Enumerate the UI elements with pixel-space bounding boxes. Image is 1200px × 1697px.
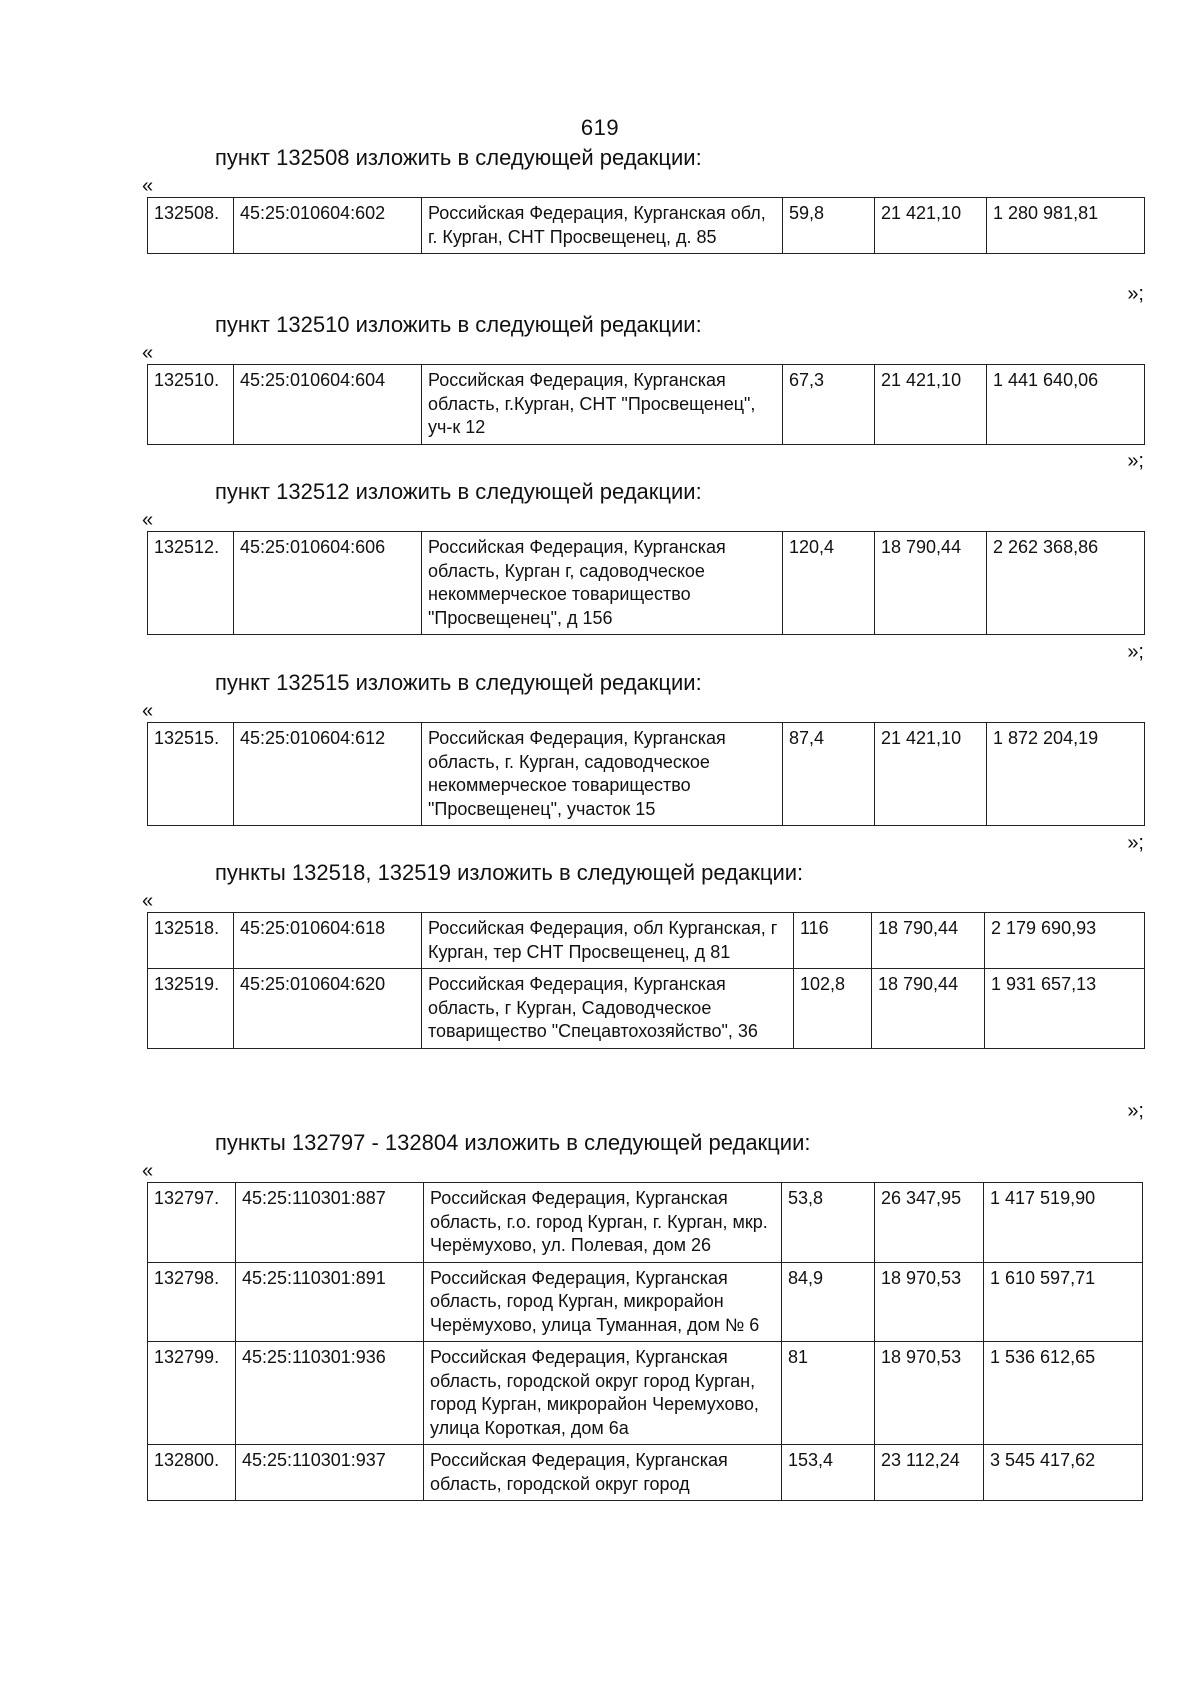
item-number: 132800. [148, 1445, 236, 1501]
cadastral-number: 45:25:010604:604 [234, 365, 422, 445]
cadastral-value: 1 417 519,90 [984, 1183, 1143, 1263]
open-quote: « [142, 890, 154, 912]
item-number: 132518. [148, 913, 234, 969]
area: 53,8 [782, 1183, 875, 1263]
address: Российская Федерация, Курганская область, г.Курган, СНТ "Просвещенец", уч-к 12 [422, 365, 783, 445]
cadastral-number: 45:25:010604:612 [234, 723, 422, 826]
close-quote: »; [1127, 450, 1144, 472]
page-number: 619 [580, 115, 620, 140]
open-quote: « [142, 700, 154, 722]
close-quote: »; [1127, 641, 1144, 663]
area: 67,3 [783, 365, 875, 445]
item-number: 132799. [148, 1342, 236, 1445]
section-heading: пункты 132797 - 132804 изложить в следующей редакции: [215, 1130, 811, 1155]
unit-price: 21 421,10 [875, 723, 987, 826]
property-table [147, 722, 1145, 826]
close-quote: »; [1127, 283, 1144, 305]
cadastral-value: 2 262 368,86 [987, 532, 1145, 635]
cadastral-number: 45:25:110301:887 [236, 1183, 424, 1263]
unit-price: 18 790,44 [872, 969, 985, 1049]
address: Российская Федерация, Курганская область, Курган г, садоводческое некоммерческое товарищество "Просвещенец", д 156 [422, 532, 783, 635]
open-quote: « [142, 342, 154, 364]
cadastral-value: 1 441 640,06 [987, 365, 1145, 445]
address: Российская Федерация, Курганская область, городской округ город [424, 1445, 782, 1501]
table-row [148, 198, 1145, 254]
section-heading: пункт 132512 изложить в следующей редакции: [215, 479, 702, 504]
unit-price: 21 421,10 [875, 365, 987, 445]
area: 102,8 [794, 969, 872, 1049]
table-row [148, 1262, 1143, 1342]
cadastral-value: 2 179 690,93 [985, 913, 1145, 969]
table-row [148, 723, 1145, 826]
cadastral-value: 1 536 612,65 [984, 1342, 1143, 1445]
address: Российская Федерация, Курганская область, город Курган, микрорайон Черёмухово, улица Туманная, дом № 6 [424, 1262, 782, 1342]
area: 116 [794, 913, 872, 969]
cadastral-value: 3 545 417,62 [984, 1445, 1143, 1501]
unit-price: 21 421,10 [875, 198, 987, 254]
address: Российская Федерация, Курганская область, г Курган, Садоводческое товарищество "Спецавтохозяйство", 36 [422, 969, 794, 1049]
open-quote: « [142, 509, 154, 531]
area: 81 [782, 1342, 875, 1445]
item-number: 132515. [148, 723, 234, 826]
section-heading: пункт 132515 изложить в следующей редакции: [215, 670, 702, 695]
close-quote: »; [1127, 832, 1144, 854]
table-row [148, 1342, 1143, 1445]
item-number: 132797. [148, 1183, 236, 1263]
unit-price: 18 970,53 [875, 1262, 984, 1342]
address: Российская Федерация, Курганская область, г. Курган, садоводческое некоммерческое товарищество "Просвещенец", участок 15 [422, 723, 783, 826]
cadastral-number: 45:25:010604:620 [234, 969, 422, 1049]
section-heading: пункт 132508 изложить в следующей редакции: [215, 145, 702, 170]
cadastral-number: 45:25:010604:618 [234, 913, 422, 969]
cadastral-number: 45:25:010604:606 [234, 532, 422, 635]
open-quote: « [142, 1160, 154, 1182]
unit-price: 23 112,24 [875, 1445, 984, 1501]
open-quote: « [142, 175, 154, 197]
property-table [147, 364, 1145, 445]
cadastral-value: 1 280 981,81 [987, 198, 1145, 254]
close-quote: »; [1127, 1100, 1144, 1122]
cadastral-number: 45:25:010604:602 [234, 198, 422, 254]
address: Российская Федерация, Курганская область, городской округ город Курган, город Курган, микрорайон Черемухово, улица Короткая, дом 6а [424, 1342, 782, 1445]
cadastral-number: 45:25:110301:936 [236, 1342, 424, 1445]
cadastral-value: 1 931 657,13 [985, 969, 1145, 1049]
table-row [148, 1445, 1143, 1501]
unit-price: 26 347,95 [875, 1183, 984, 1263]
table-row [148, 913, 1145, 969]
item-number: 132510. [148, 365, 234, 445]
property-table [147, 912, 1145, 1049]
table-row [148, 365, 1145, 445]
table-row [148, 1183, 1143, 1263]
section-heading: пункт 132510 изложить в следующей редакции: [215, 312, 702, 337]
cadastral-number: 45:25:110301:937 [236, 1445, 424, 1501]
item-number: 132512. [148, 532, 234, 635]
unit-price: 18 790,44 [875, 532, 987, 635]
address: Российская Федерация, обл Курганская, г Курган, тер СНТ Просвещенец, д 81 [422, 913, 794, 969]
item-number: 132519. [148, 969, 234, 1049]
unit-price: 18 970,53 [875, 1342, 984, 1445]
item-number: 132508. [148, 198, 234, 254]
address: Российская Федерация, Курганская область, г.о. город Курган, г. Курган, мкр. Черёмухово, ул. Полевая, дом 26 [424, 1183, 782, 1263]
property-table [147, 1182, 1143, 1501]
area: 59,8 [783, 198, 875, 254]
cadastral-number: 45:25:110301:891 [236, 1262, 424, 1342]
item-number: 132798. [148, 1262, 236, 1342]
area: 87,4 [783, 723, 875, 826]
property-table [147, 531, 1145, 635]
area: 120,4 [783, 532, 875, 635]
address: Российская Федерация, Курганская обл, г. Курган, СНТ Просвещенец, д. 85 [422, 198, 783, 254]
property-table [147, 197, 1145, 254]
table-row [148, 532, 1145, 635]
cadastral-value: 1 872 204,19 [987, 723, 1145, 826]
cadastral-value: 1 610 597,71 [984, 1262, 1143, 1342]
area: 153,4 [782, 1445, 875, 1501]
table-row [148, 969, 1145, 1049]
section-heading: пункты 132518, 132519 изложить в следующей редакции: [215, 860, 804, 885]
unit-price: 18 790,44 [872, 913, 985, 969]
area: 84,9 [782, 1262, 875, 1342]
